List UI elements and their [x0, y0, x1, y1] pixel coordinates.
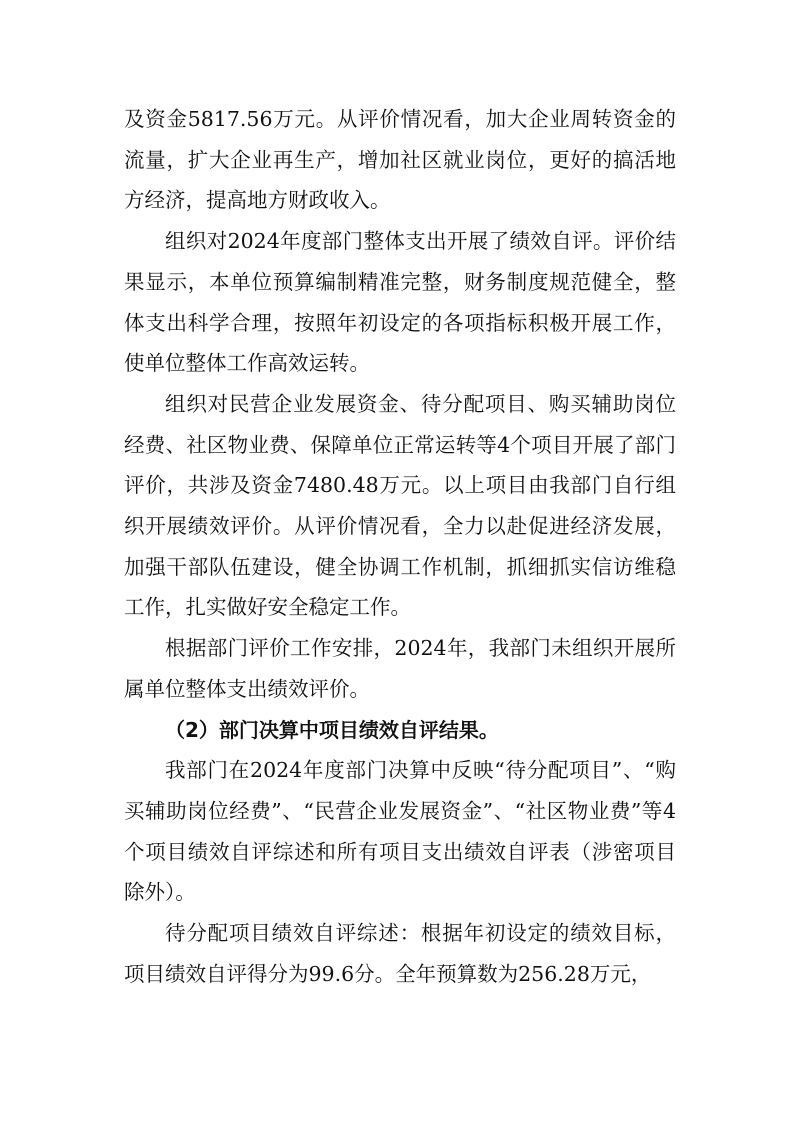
- section-heading-project-self-evaluation: （2）部门决算中项目绩效自评结果。: [165, 717, 499, 742]
- paragraph-final-accounts-projects: 我部门在2024年度部门决算中反映“待分配项目”、“购买辅助岗位经费”、“民营企业发展资金”、“社区物业费”等4个项目绩效自评综述和所有项目支出绩效自评表（涉密项目除外）。: [124, 758, 676, 905]
- document-body: [124, 99, 676, 994]
- paragraph-project-evaluation: 组织对民营企业发展资金、待分配项目、购买辅助岗位经费、社区物业费、保障单位正常运转等4个项目开展了部门评价，共涉及资金7480.48万元。以上项目由我部门自行组织开展绩效评价。从评价情况看，全力以赴促进经济发展，加强干部队伍建设，健全协调工作机制，抓细抓实信访维稳工作，扎实做好安全稳定工作。: [124, 391, 676, 620]
- paragraph-subordinate-evaluation: 根据部门评价工作安排，2024年，我部门未组织开展所属单位整体支出绩效评价。: [124, 636, 676, 701]
- paragraph-overall-expenditure-evaluation: 组织对2024年度部门整体支出开展了绩效自评。评价结果显示，本单位预算编制精准完整，财务制度规范健全，整体支出科学合理，按照年初设定的各项指标积极开展工作，使单位整体工作高效运转。: [124, 229, 676, 376]
- paragraph-funds-continued: 及资金5817.56万元。从评价情况看，加大企业周转资金的流量，扩大企业再生产，增加社区就业岗位，更好的搞活地方经济，提高地方财政收入。: [124, 107, 676, 213]
- paragraph-pending-project-summary: 待分配项目绩效自评综述：根据年初设定的绩效目标，项目绩效自评得分为99.6分。全年预算数为256.28万元，: [124, 921, 676, 986]
